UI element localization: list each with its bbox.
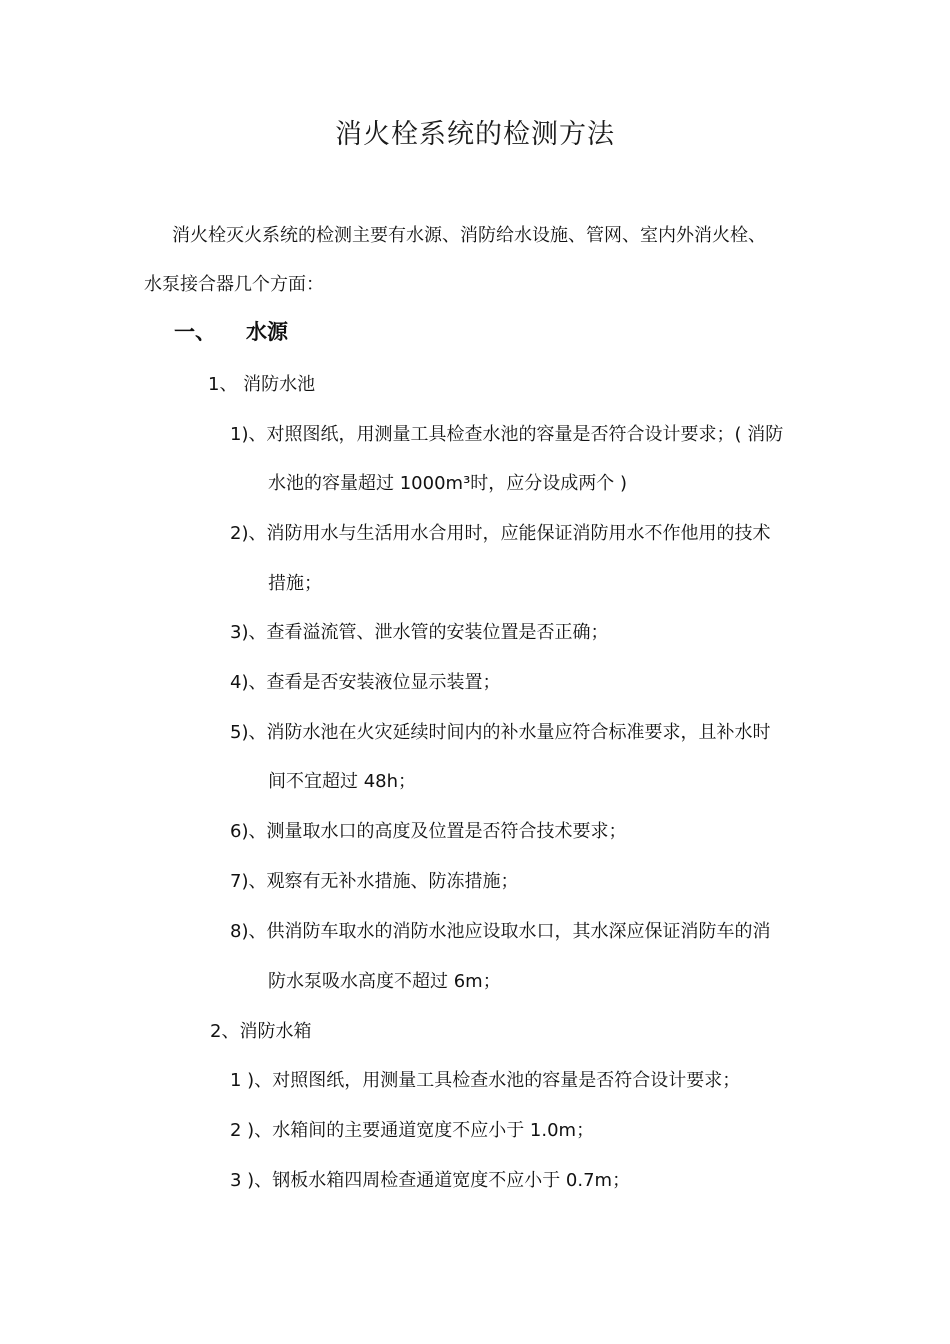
list-item-2-line-2: 措施； xyxy=(268,573,322,594)
list-item-5-line-1: 5)、消防水池在火灾延续时间内的补水量应符合标准要求，且补水时 xyxy=(230,722,771,743)
list-item-4: 4)、查看是否安装液位显示装置； xyxy=(230,672,501,693)
subsection-heading-fire-tank: 2、消防水箱 xyxy=(210,1021,312,1042)
tank-item-1: 1 )、对照图纸，用测量工具检查水池的容量是否符合设计要求； xyxy=(230,1070,741,1091)
list-item-1-line-2: 水池的容量超过 1000m³时，应分设成两个 ) xyxy=(268,473,628,494)
tank-item-3: 3 )、钢板水箱四周检查通道宽度不应小于 0.7m； xyxy=(230,1170,631,1191)
list-item-2-line-1: 2)、消防用水与生活用水合用时，应能保证消防用水不作他用的技术 xyxy=(230,523,771,544)
list-item-6: 6)、测量取水口的高度及位置是否符合技术要求； xyxy=(230,821,627,842)
list-item-1-line-1: 1)、对照图纸，用测量工具检查水池的容量是否符合设计要求；( 消防 xyxy=(230,424,784,445)
section-heading-water-source xyxy=(174,319,288,345)
section-number: 一、 xyxy=(174,320,216,344)
intro-line-2: 水泵接合器几个方面： xyxy=(144,274,324,295)
list-item-8-line-1: 8)、供消防车取水的消防水池应设取水口，其水深应保证消防车的消 xyxy=(230,921,771,942)
intro-line-1: 消火栓灭火系统的检测主要有水源、消防给水设施、管网、室内外消火栓、 xyxy=(172,225,766,246)
list-item-5-line-2: 间不宜超过 48h； xyxy=(268,771,417,792)
section-label: 水源 xyxy=(246,320,288,344)
list-item-3: 3)、查看溢流管、泄水管的安装位置是否正确； xyxy=(230,622,609,643)
list-item-7: 7)、观察有无补水措施、防冻措施； xyxy=(230,871,519,892)
subsection-heading-fire-pool: 1、 消防水池 xyxy=(208,374,316,395)
list-item-8-line-2: 防水泵吸水高度不超过 6m； xyxy=(268,971,501,992)
tank-item-2: 2 )、水箱间的主要通道宽度不应小于 1.0m； xyxy=(230,1120,595,1141)
document-title: 消火栓系统的检测方法 xyxy=(335,119,615,150)
